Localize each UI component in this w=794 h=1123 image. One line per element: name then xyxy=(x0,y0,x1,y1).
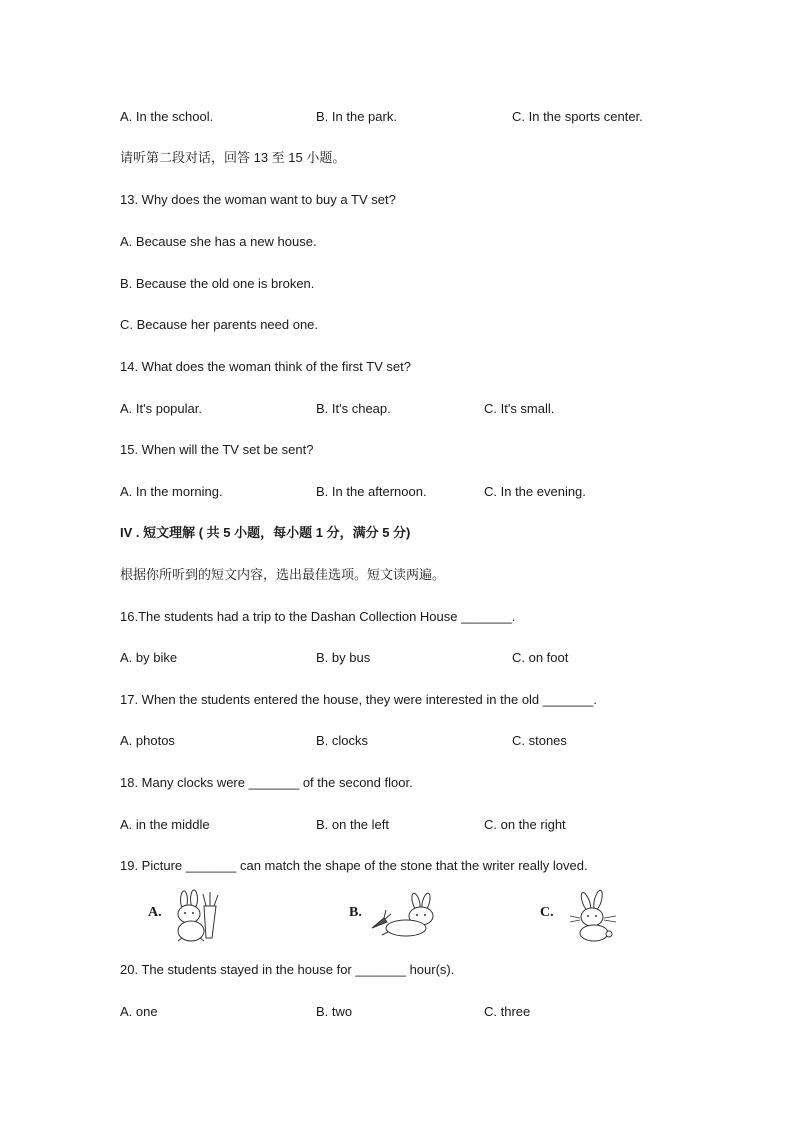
q18-option-b: B. on the left xyxy=(316,817,389,832)
q19-picture-label-c: C. xyxy=(540,905,554,920)
q12-option-c: C. In the sports center. xyxy=(512,109,643,124)
q14-option-b: B. It's cheap. xyxy=(316,401,391,416)
rabbit-lying-icon xyxy=(368,888,458,943)
q15-option-a: A. In the morning. xyxy=(120,484,223,499)
q14-option-c: C. It's small. xyxy=(484,401,555,416)
q12-option-b: B. In the park. xyxy=(316,109,397,124)
q19-stem: 19. Picture _______ can match the shape of the stone that the writer really loved. xyxy=(120,858,588,873)
q17-stem: 17. When the students entered the house, they were interested in the old _______. xyxy=(120,692,597,707)
section4-heading: IV . 短文理解 ( 共 5 小题，每小题 1 分，满分 5 分) xyxy=(120,525,411,540)
q13-stem: 13. Why does the woman want to buy a TV set? xyxy=(120,192,396,207)
q18-stem: 18. Many clocks were _______ of the second floor. xyxy=(120,775,413,790)
q19-picture-label-b: B. xyxy=(349,905,362,920)
rabbit-sitting-icon xyxy=(562,888,652,943)
q13-option-b: B. Because the old one is broken. xyxy=(120,276,315,291)
q20-option-c: C. three xyxy=(484,1004,531,1019)
q20-stem: 20. The students stayed in the house for _______ hour(s). xyxy=(120,962,455,977)
q16-option-b: B. by bus xyxy=(316,650,371,665)
q18-option-c: C. on the right xyxy=(484,817,566,832)
q20-option-a: A. one xyxy=(120,1004,158,1019)
q12-option-a: A. In the school. xyxy=(120,109,214,124)
q16-option-c: C. on foot xyxy=(512,650,569,665)
q14-stem: 14. What does the woman think of the first TV set? xyxy=(120,359,411,374)
q17-option-b: B. clocks xyxy=(316,733,369,748)
section3-instruction: 请听第二段对话，回答 13 至 15 小题。 xyxy=(120,150,346,165)
q16-option-a: A. by bike xyxy=(120,650,178,665)
section4-instruction: 根据你所听到的短文内容，选出最佳选项。短文读两遍。 xyxy=(120,567,446,582)
q16-stem: 16.The students had a trip to the Dashan Collection House _______. xyxy=(120,609,516,624)
q15-stem: 15. When will the TV set be sent? xyxy=(120,442,314,457)
q15-option-b: B. In the afternoon. xyxy=(316,484,427,499)
q20-option-b: B. two xyxy=(316,1004,353,1019)
q19-picture-label-a: A. xyxy=(148,905,162,920)
q15-option-c: C. In the evening. xyxy=(484,484,586,499)
q13-option-a: A. Because she has a new house. xyxy=(120,234,317,249)
q18-option-a: A. in the middle xyxy=(120,817,210,832)
rabbit-with-carrot-icon xyxy=(170,888,260,943)
q17-option-a: A. photos xyxy=(120,733,175,748)
q17-option-c: C. stones xyxy=(512,733,567,748)
q14-option-a: A. It's popular. xyxy=(120,401,202,416)
q13-option-c: C. Because her parents need one. xyxy=(120,317,319,332)
